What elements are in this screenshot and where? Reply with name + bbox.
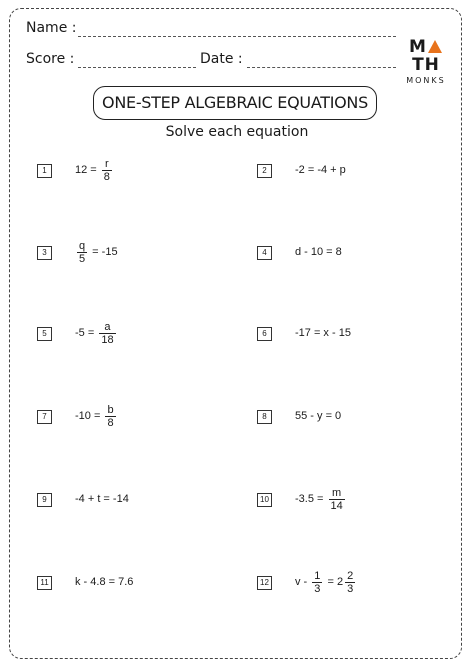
equation-part: 12 = — [75, 164, 100, 176]
problem-number: 2 — [257, 164, 272, 178]
problem-number: 6 — [257, 327, 272, 341]
fraction-denominator: 18 — [101, 333, 114, 346]
equation — [295, 403, 341, 429]
equation-part: -10 = — [75, 410, 104, 422]
equation-part: -5 = — [75, 327, 98, 339]
worksheet-title: ONE-STEP ALGEBRAIC EQUATIONS — [93, 86, 377, 120]
equation-part: v - — [295, 576, 311, 588]
equation — [75, 320, 118, 346]
problem-number: 1 — [37, 164, 52, 178]
equation-part: -3.5 = — [295, 493, 327, 505]
problem-number: 12 — [257, 576, 272, 590]
equation-part: k - 4.8 = 7.6 — [75, 576, 134, 588]
fraction — [102, 158, 112, 183]
problem-number: 9 — [37, 493, 52, 507]
problem-number: 11 — [37, 576, 52, 590]
equation-part: d - 10 = 8 — [295, 246, 342, 258]
fraction-numerator: q — [79, 239, 86, 252]
equation-part: -4 + t = -14 — [75, 493, 129, 505]
problem-number: 3 — [37, 246, 52, 260]
equation — [75, 403, 118, 429]
date-field[interactable] — [247, 67, 396, 68]
fraction-numerator: r — [105, 157, 109, 170]
fraction — [345, 570, 355, 595]
logo-text-right: TH — [412, 55, 440, 75]
fraction-numerator: m — [332, 486, 342, 499]
equation — [295, 320, 351, 346]
equation-part: -2 = -4 + p — [295, 164, 346, 176]
name-field[interactable] — [78, 36, 396, 37]
fraction — [105, 404, 115, 429]
fraction-denominator: 14 — [330, 499, 343, 512]
fraction — [99, 321, 115, 346]
fraction-numerator: a — [104, 320, 111, 333]
logo-subtext: MONKS — [406, 76, 446, 85]
score-label: Score : — [26, 51, 75, 67]
equation — [295, 239, 342, 265]
equation — [75, 486, 129, 512]
equation-part: -17 = x - 15 — [295, 327, 351, 339]
problem-number: 10 — [257, 493, 272, 507]
fraction-numerator: b — [107, 403, 114, 416]
equation — [75, 157, 114, 183]
problem-number: 5 — [37, 327, 52, 341]
equation-part: = 2 — [324, 576, 344, 588]
triangle-icon — [428, 40, 442, 53]
equation — [75, 569, 133, 595]
instructions: Solve each equation — [165, 124, 309, 140]
equation — [75, 239, 118, 265]
equation-part: = -15 — [89, 246, 118, 258]
logo-text-left: M — [409, 37, 427, 57]
fraction-denominator: 3 — [347, 582, 354, 595]
name-label: Name : — [26, 20, 77, 36]
fraction-denominator: 8 — [107, 416, 114, 429]
fraction-denominator: 3 — [314, 582, 321, 595]
equation — [295, 569, 357, 595]
fraction-numerator: 2 — [347, 569, 354, 582]
math-monks-logo — [396, 38, 456, 85]
problem-number: 8 — [257, 410, 272, 424]
equation — [295, 157, 346, 183]
fraction — [329, 487, 345, 512]
date-label: Date : — [200, 51, 243, 67]
problem-number: 7 — [37, 410, 52, 424]
fraction — [77, 240, 87, 265]
fraction-denominator: 8 — [103, 170, 110, 183]
fraction-numerator: 1 — [314, 569, 321, 582]
fraction-denominator: 5 — [79, 252, 86, 265]
problem-number: 4 — [257, 246, 272, 260]
score-field[interactable] — [78, 67, 196, 68]
fraction — [312, 570, 322, 595]
equation — [295, 486, 347, 512]
equation-part: 55 - y = 0 — [295, 410, 342, 422]
